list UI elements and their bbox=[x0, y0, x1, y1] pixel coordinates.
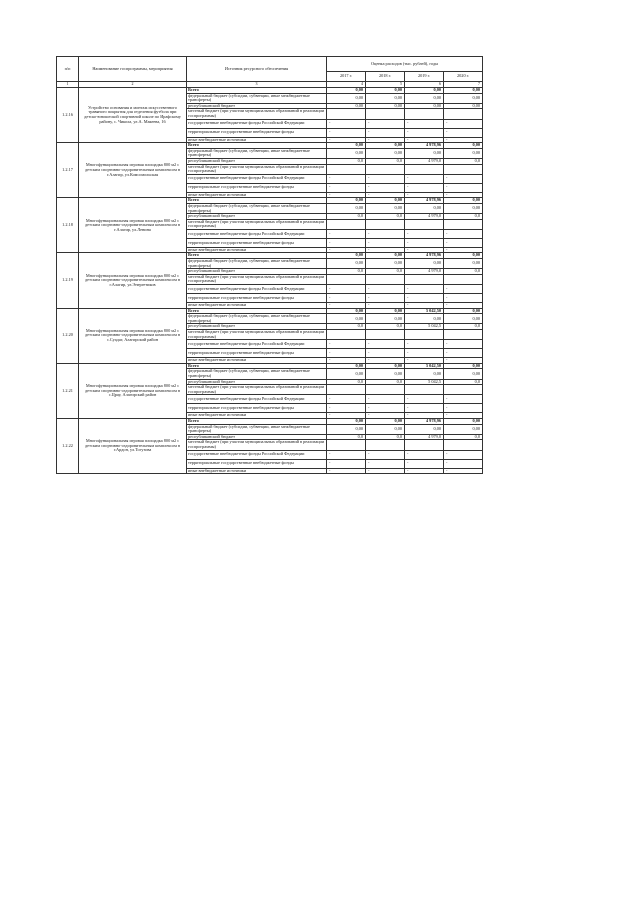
amount-cell: 0,00 bbox=[366, 418, 405, 424]
amount-cell: - bbox=[327, 413, 366, 419]
amount-cell bbox=[444, 440, 483, 450]
amount-cell: 0,00 bbox=[327, 198, 366, 204]
amount-cell: 0,00 bbox=[366, 363, 405, 369]
amount-cell bbox=[327, 385, 366, 395]
amount-cell: - bbox=[444, 128, 483, 137]
amount-cell: 0,00 bbox=[444, 253, 483, 259]
amount-cell: - bbox=[366, 285, 405, 294]
funding-source: федеральный бюджет (субсидии, субвенции, иные межбюджетные трансферты) bbox=[187, 314, 327, 324]
amount-cell: - bbox=[405, 285, 444, 294]
amount-cell: 4 979,0 bbox=[405, 214, 444, 220]
funding-source: территориальные государственные внебюджетные фонды bbox=[187, 294, 327, 303]
amount-cell: - bbox=[327, 247, 366, 253]
funding-source: федеральный бюджет (субсидии, субвенции, иные межбюджетные трансферты) bbox=[187, 203, 327, 213]
amount-cell bbox=[366, 385, 405, 395]
column-index: 5 bbox=[366, 82, 405, 88]
amount-cell: - bbox=[405, 349, 444, 358]
amount-cell: 0,00 bbox=[444, 424, 483, 434]
header-row bbox=[57, 57, 483, 72]
funding-source: иные внебюджетные источники bbox=[187, 413, 327, 419]
header-num: п/п bbox=[57, 57, 79, 82]
amount-cell bbox=[405, 109, 444, 119]
amount-cell: 0,00 bbox=[327, 148, 366, 158]
amount-cell: - bbox=[405, 413, 444, 419]
amount-cell: 0,00 bbox=[327, 418, 366, 424]
amount-cell: - bbox=[366, 247, 405, 253]
amount-cell: - bbox=[327, 294, 366, 303]
funding-source: Всего bbox=[187, 418, 327, 424]
amount-cell: 0,00 bbox=[444, 103, 483, 109]
amount-cell: 0,0 bbox=[327, 379, 366, 385]
funding-source: республиканский бюджет bbox=[187, 269, 327, 275]
amount-cell: 0,0 bbox=[327, 269, 366, 275]
funding-source: республиканский бюджет bbox=[187, 324, 327, 330]
amount-cell: - bbox=[366, 468, 405, 474]
funding-source: местный бюджет (при участии муниципальных образований в реализации госпрограммы) bbox=[187, 274, 327, 284]
amount-cell: 0,00 bbox=[366, 253, 405, 259]
amount-cell: - bbox=[366, 459, 405, 468]
amount-cell: 0,0 bbox=[327, 324, 366, 330]
amount-cell: 0,0 bbox=[444, 324, 483, 330]
measure-name: Устройство основания и монтаж искусственного травяного покрытия для отделения футбола при детско-юношеской спортивной школе по Ирафскому району, с. Чикола, ул.А. Макеева, 16 bbox=[79, 88, 187, 143]
amount-cell bbox=[405, 330, 444, 340]
funding-source: местный бюджет (при участии муниципальных образований в реализации госпрограммы) bbox=[187, 219, 327, 229]
amount-cell: - bbox=[405, 247, 444, 253]
amount-cell: - bbox=[327, 358, 366, 364]
amount-cell bbox=[327, 164, 366, 174]
amount-cell: 0,0 bbox=[366, 269, 405, 275]
amount-cell: 0,0 bbox=[444, 158, 483, 164]
column-index: 7 bbox=[444, 82, 483, 88]
amount-cell: - bbox=[366, 340, 405, 349]
amount-cell: - bbox=[444, 294, 483, 303]
amount-cell: 4 978,96 bbox=[405, 418, 444, 424]
funding-source: республиканский бюджет bbox=[187, 379, 327, 385]
funding-source: республиканский бюджет bbox=[187, 214, 327, 220]
row-number: 1.2.20 bbox=[57, 308, 79, 363]
measure-name: Многофункциональная игровая площадка 800 м2 с детским спортивно-оздоровительным комплексом в с.Црау, Алагирский район bbox=[79, 363, 187, 418]
amount-cell: - bbox=[327, 229, 366, 238]
amount-cell: 0,00 bbox=[366, 203, 405, 213]
funding-source: Всего bbox=[187, 308, 327, 314]
amount-cell: 0,00 bbox=[405, 314, 444, 324]
amount-cell: 0,00 bbox=[327, 314, 366, 324]
amount-cell: - bbox=[366, 128, 405, 137]
amount-cell bbox=[444, 109, 483, 119]
funding-source: иные внебюджетные источники bbox=[187, 192, 327, 198]
amount-cell: 0,00 bbox=[444, 308, 483, 314]
funding-source: местный бюджет (при участии муниципальных образований в реализации госпрограммы) bbox=[187, 109, 327, 119]
amount-cell: - bbox=[444, 183, 483, 192]
amount-cell: - bbox=[444, 340, 483, 349]
column-index: 6 bbox=[405, 82, 444, 88]
amount-cell bbox=[366, 274, 405, 284]
amount-cell: - bbox=[327, 285, 366, 294]
row-number: 1.2.18 bbox=[57, 198, 79, 253]
amount-cell: 0,00 bbox=[327, 369, 366, 379]
row-number: 1.2.16 bbox=[57, 88, 79, 143]
amount-cell: - bbox=[327, 349, 366, 358]
amount-cell: - bbox=[327, 459, 366, 468]
amount-cell: 4 978,96 bbox=[405, 253, 444, 259]
amount-cell: 0,00 bbox=[405, 93, 444, 103]
measure-name: Многофункциональная игровая площадка 800 м2 с детским спортивно-оздоровительным комплексом в г.Алагир, ул.Ленина bbox=[79, 198, 187, 253]
amount-cell: 0,00 bbox=[444, 369, 483, 379]
amount-cell: 0,00 bbox=[327, 363, 366, 369]
amount-cell: - bbox=[366, 358, 405, 364]
amount-cell bbox=[444, 385, 483, 395]
funding-source: республиканский бюджет bbox=[187, 158, 327, 164]
amount-cell: - bbox=[444, 285, 483, 294]
header-year: 2017 г. bbox=[327, 72, 366, 82]
amount-cell: - bbox=[366, 174, 405, 183]
header-year: 2020 г. bbox=[444, 72, 483, 82]
funding-source: местный бюджет (при участии муниципальных образований в реализации госпрограммы) bbox=[187, 385, 327, 395]
amount-cell: 0,0 bbox=[366, 214, 405, 220]
amount-cell: - bbox=[327, 395, 366, 404]
amount-cell: 0,00 bbox=[366, 143, 405, 149]
amount-cell: 0,00 bbox=[444, 88, 483, 94]
amount-cell: - bbox=[444, 174, 483, 183]
header-source: Источник ресурсного обеспечения bbox=[187, 57, 327, 82]
amount-cell: 0,00 bbox=[444, 93, 483, 103]
amount-cell bbox=[444, 274, 483, 284]
amount-cell bbox=[327, 109, 366, 119]
amount-cell: - bbox=[366, 192, 405, 198]
row-number: 1.2.22 bbox=[57, 418, 79, 473]
amount-cell: - bbox=[327, 183, 366, 192]
funding-source: местный бюджет (при участии муниципальных образований в реализации госпрограммы) bbox=[187, 330, 327, 340]
amount-cell: - bbox=[327, 119, 366, 128]
funding-source: Всего bbox=[187, 143, 327, 149]
amount-cell: 0,0 bbox=[366, 434, 405, 440]
funding-source: территориальные государственные внебюджетные фонды bbox=[187, 459, 327, 468]
funding-source: территориальные государственные внебюджетные фонды bbox=[187, 404, 327, 413]
header-estimate: Оценка расходов (тыс. рублей), годы bbox=[327, 57, 483, 72]
amount-cell: - bbox=[327, 404, 366, 413]
funding-source: иные внебюджетные источники bbox=[187, 137, 327, 143]
amount-cell: - bbox=[405, 358, 444, 364]
amount-cell: - bbox=[405, 294, 444, 303]
amount-cell: 0,00 bbox=[444, 418, 483, 424]
amount-cell bbox=[444, 330, 483, 340]
amount-cell: 4 979,0 bbox=[405, 434, 444, 440]
funding-source: государственные внебюджетные фонды Российской Федерации bbox=[187, 340, 327, 349]
amount-cell: - bbox=[444, 468, 483, 474]
amount-cell bbox=[444, 219, 483, 229]
amount-cell: - bbox=[366, 450, 405, 459]
funding-source: территориальные государственные внебюджетные фонды bbox=[187, 238, 327, 247]
amount-cell bbox=[366, 330, 405, 340]
amount-cell: 4 979,0 bbox=[405, 158, 444, 164]
amount-cell: 0,00 bbox=[366, 314, 405, 324]
amount-cell bbox=[366, 164, 405, 174]
amount-cell bbox=[327, 219, 366, 229]
amount-cell: 0,00 bbox=[327, 103, 366, 109]
amount-cell: 0,00 bbox=[444, 143, 483, 149]
amount-cell: - bbox=[405, 174, 444, 183]
amount-cell bbox=[405, 164, 444, 174]
funding-source: федеральный бюджет (субсидии, субвенции, иные межбюджетные трансферты) bbox=[187, 424, 327, 434]
amount-cell: - bbox=[444, 358, 483, 364]
amount-cell: - bbox=[444, 238, 483, 247]
amount-cell: - bbox=[366, 229, 405, 238]
amount-cell: 0,00 bbox=[327, 88, 366, 94]
amount-cell: 0,00 bbox=[327, 259, 366, 269]
amount-cell: - bbox=[405, 119, 444, 128]
funding-source: иные внебюджетные источники bbox=[187, 358, 327, 364]
amount-cell: 0,00 bbox=[405, 88, 444, 94]
funding-source: государственные внебюджетные фонды Российской Федерации bbox=[187, 285, 327, 294]
amount-cell: 0,0 bbox=[366, 158, 405, 164]
amount-cell: 5 042,5 bbox=[405, 324, 444, 330]
resource-table-sheet bbox=[56, 56, 482, 474]
funding-source: иные внебюджетные источники bbox=[187, 303, 327, 309]
header-year: 2018 г. bbox=[366, 72, 405, 82]
amount-cell: 5 042,50 bbox=[405, 308, 444, 314]
amount-cell: - bbox=[444, 119, 483, 128]
amount-cell bbox=[366, 219, 405, 229]
amount-cell: 0,00 bbox=[327, 253, 366, 259]
amount-cell: - bbox=[366, 294, 405, 303]
funding-source: Всего bbox=[187, 198, 327, 204]
amount-cell: - bbox=[405, 183, 444, 192]
amount-cell: - bbox=[366, 395, 405, 404]
amount-cell: - bbox=[327, 340, 366, 349]
amount-cell: 0,00 bbox=[444, 259, 483, 269]
amount-cell: - bbox=[366, 119, 405, 128]
column-index: 1 bbox=[57, 82, 79, 88]
measure-name: Многофункциональная игровая площадка 800 м2 с детским спортивно-оздоровительным комплексом в г.Алагир, ул.Энергетиков bbox=[79, 253, 187, 308]
amount-cell: - bbox=[327, 450, 366, 459]
amount-cell: 0,00 bbox=[366, 88, 405, 94]
funding-source: федеральный бюджет (субсидии, субвенции, иные межбюджетные трансферты) bbox=[187, 93, 327, 103]
amount-cell bbox=[405, 440, 444, 450]
amount-cell: - bbox=[444, 450, 483, 459]
amount-cell: 0,00 bbox=[366, 259, 405, 269]
amount-cell bbox=[444, 164, 483, 174]
amount-cell: - bbox=[327, 238, 366, 247]
amount-cell bbox=[405, 385, 444, 395]
amount-cell: 0,00 bbox=[327, 143, 366, 149]
amount-cell: - bbox=[366, 137, 405, 143]
amount-cell: 0,00 bbox=[366, 103, 405, 109]
amount-cell: 0,00 bbox=[366, 308, 405, 314]
amount-cell: - bbox=[405, 468, 444, 474]
amount-cell: 5 042,50 bbox=[405, 363, 444, 369]
amount-cell: 0,00 bbox=[444, 148, 483, 158]
measure-name: Многофункциональная игровая площадка 800 м2 с детским спортивно-оздоровительным комплексом в г.Алагир, ул.Комсомольская bbox=[79, 143, 187, 198]
funding-source: государственные внебюджетные фонды Российской Федерации bbox=[187, 395, 327, 404]
amount-cell bbox=[405, 274, 444, 284]
amount-cell: - bbox=[405, 450, 444, 459]
funding-source: государственные внебюджетные фонды Российской Федерации bbox=[187, 119, 327, 128]
amount-cell: - bbox=[444, 395, 483, 404]
amount-cell: 0,0 bbox=[327, 434, 366, 440]
amount-cell: 5 042,5 bbox=[405, 379, 444, 385]
amount-cell: 0,0 bbox=[444, 379, 483, 385]
amount-cell: - bbox=[405, 192, 444, 198]
amount-cell: 0,00 bbox=[327, 93, 366, 103]
funding-source: территориальные государственные внебюджетные фонды bbox=[187, 183, 327, 192]
amount-cell: - bbox=[327, 468, 366, 474]
amount-cell: - bbox=[366, 303, 405, 309]
measure-name: Многофункциональная игровая площадка 800 м2 с детским спортивно-оздоровительным комплексом в с.Суадаг, Алагирский район bbox=[79, 308, 187, 363]
amount-cell: - bbox=[366, 349, 405, 358]
funding-source: федеральный бюджет (субсидии, субвенции, иные межбюджетные трансферты) bbox=[187, 148, 327, 158]
amount-cell bbox=[366, 109, 405, 119]
amount-cell: - bbox=[366, 413, 405, 419]
amount-cell: - bbox=[405, 229, 444, 238]
amount-cell: - bbox=[327, 174, 366, 183]
amount-cell: 0,00 bbox=[366, 369, 405, 379]
amount-cell: - bbox=[444, 404, 483, 413]
measure-name: Многофункциональная игровая площадка 800 м2 с детским спортивно-оздоровительным комплексом в г.Ардон, ул.Тогузова bbox=[79, 418, 187, 473]
amount-cell: 0,00 bbox=[366, 93, 405, 103]
amount-cell: - bbox=[444, 349, 483, 358]
amount-cell: 0,00 bbox=[405, 259, 444, 269]
funding-source: территориальные государственные внебюджетные фонды bbox=[187, 349, 327, 358]
amount-cell: - bbox=[444, 137, 483, 143]
amount-cell: 0,00 bbox=[366, 424, 405, 434]
amount-cell: 0,00 bbox=[405, 103, 444, 109]
amount-cell: 0,0 bbox=[366, 379, 405, 385]
amount-cell bbox=[327, 440, 366, 450]
resource-allocation-table bbox=[56, 56, 483, 474]
amount-cell: 0,00 bbox=[444, 203, 483, 213]
amount-cell: 0,00 bbox=[327, 424, 366, 434]
amount-cell: 0,00 bbox=[405, 424, 444, 434]
amount-cell: 4 978,96 bbox=[405, 198, 444, 204]
amount-cell: - bbox=[327, 137, 366, 143]
row-number: 1.2.21 bbox=[57, 363, 79, 418]
amount-cell: 0,00 bbox=[405, 148, 444, 158]
funding-source: государственные внебюджетные фонды Российской Федерации bbox=[187, 450, 327, 459]
header-year: 2019 г. bbox=[405, 72, 444, 82]
amount-cell: - bbox=[405, 303, 444, 309]
column-index: 3 bbox=[187, 82, 327, 88]
amount-cell: 0,0 bbox=[327, 214, 366, 220]
amount-cell: - bbox=[327, 192, 366, 198]
amount-cell: 0,00 bbox=[405, 203, 444, 213]
amount-cell: - bbox=[405, 128, 444, 137]
amount-cell: - bbox=[444, 303, 483, 309]
amount-cell: - bbox=[366, 404, 405, 413]
funding-source: государственные внебюджетные фонды Российской Федерации bbox=[187, 229, 327, 238]
table-body bbox=[57, 88, 483, 474]
amount-cell: - bbox=[327, 303, 366, 309]
amount-cell: - bbox=[405, 395, 444, 404]
amount-cell: - bbox=[444, 413, 483, 419]
funding-source: республиканский бюджет bbox=[187, 434, 327, 440]
amount-cell: 0,0 bbox=[366, 324, 405, 330]
header-name: Наименование госпрограммы, мероприятия bbox=[79, 57, 187, 82]
amount-cell: 0,00 bbox=[444, 363, 483, 369]
row-number: 1.2.17 bbox=[57, 143, 79, 198]
column-index: 4 bbox=[327, 82, 366, 88]
amount-cell bbox=[405, 219, 444, 229]
funding-source: Всего bbox=[187, 363, 327, 369]
amount-cell: 0,00 bbox=[366, 148, 405, 158]
amount-cell: - bbox=[366, 183, 405, 192]
funding-source: местный бюджет (при участии муниципальных образований в реализации госпрограммы) bbox=[187, 440, 327, 450]
funding-source: иные внебюджетные источники bbox=[187, 468, 327, 474]
funding-source: Всего bbox=[187, 88, 327, 94]
funding-source: территориальные государственные внебюджетные фонды bbox=[187, 128, 327, 137]
amount-cell: - bbox=[327, 128, 366, 137]
amount-cell: 0,00 bbox=[366, 198, 405, 204]
amount-cell: - bbox=[444, 459, 483, 468]
amount-cell: - bbox=[405, 404, 444, 413]
amount-cell bbox=[327, 274, 366, 284]
amount-cell: 0,0 bbox=[327, 158, 366, 164]
amount-cell: 0,00 bbox=[327, 308, 366, 314]
amount-cell: - bbox=[405, 340, 444, 349]
amount-cell: 0,00 bbox=[327, 203, 366, 213]
amount-cell: 0,00 bbox=[444, 314, 483, 324]
amount-cell: - bbox=[444, 247, 483, 253]
amount-cell: - bbox=[366, 238, 405, 247]
funding-source: федеральный бюджет (субсидии, субвенции, иные межбюджетные трансферты) bbox=[187, 259, 327, 269]
funding-source: республиканский бюджет bbox=[187, 103, 327, 109]
column-index: 2 bbox=[79, 82, 187, 88]
amount-cell bbox=[327, 330, 366, 340]
amount-cell: 0,0 bbox=[444, 269, 483, 275]
amount-cell: - bbox=[444, 229, 483, 238]
amount-cell: - bbox=[405, 238, 444, 247]
funding-source: Всего bbox=[187, 253, 327, 259]
amount-cell: 4 979,0 bbox=[405, 269, 444, 275]
amount-cell bbox=[366, 440, 405, 450]
funding-source: государственные внебюджетные фонды Российской Федерации bbox=[187, 174, 327, 183]
funding-source: иные внебюджетные источники bbox=[187, 247, 327, 253]
amount-cell: - bbox=[405, 137, 444, 143]
funding-source: местный бюджет (при участии муниципальных образований в реализации госпрограммы) bbox=[187, 164, 327, 174]
amount-cell: - bbox=[444, 192, 483, 198]
row-number: 1.2.19 bbox=[57, 253, 79, 308]
amount-cell: - bbox=[405, 459, 444, 468]
funding-source: федеральный бюджет (субсидии, субвенции, иные межбюджетные трансферты) bbox=[187, 369, 327, 379]
amount-cell: 0,0 bbox=[444, 214, 483, 220]
amount-cell: 0,00 bbox=[405, 369, 444, 379]
amount-cell: 4 978,96 bbox=[405, 143, 444, 149]
amount-cell: 0,00 bbox=[444, 198, 483, 204]
amount-cell: 0,0 bbox=[444, 434, 483, 440]
